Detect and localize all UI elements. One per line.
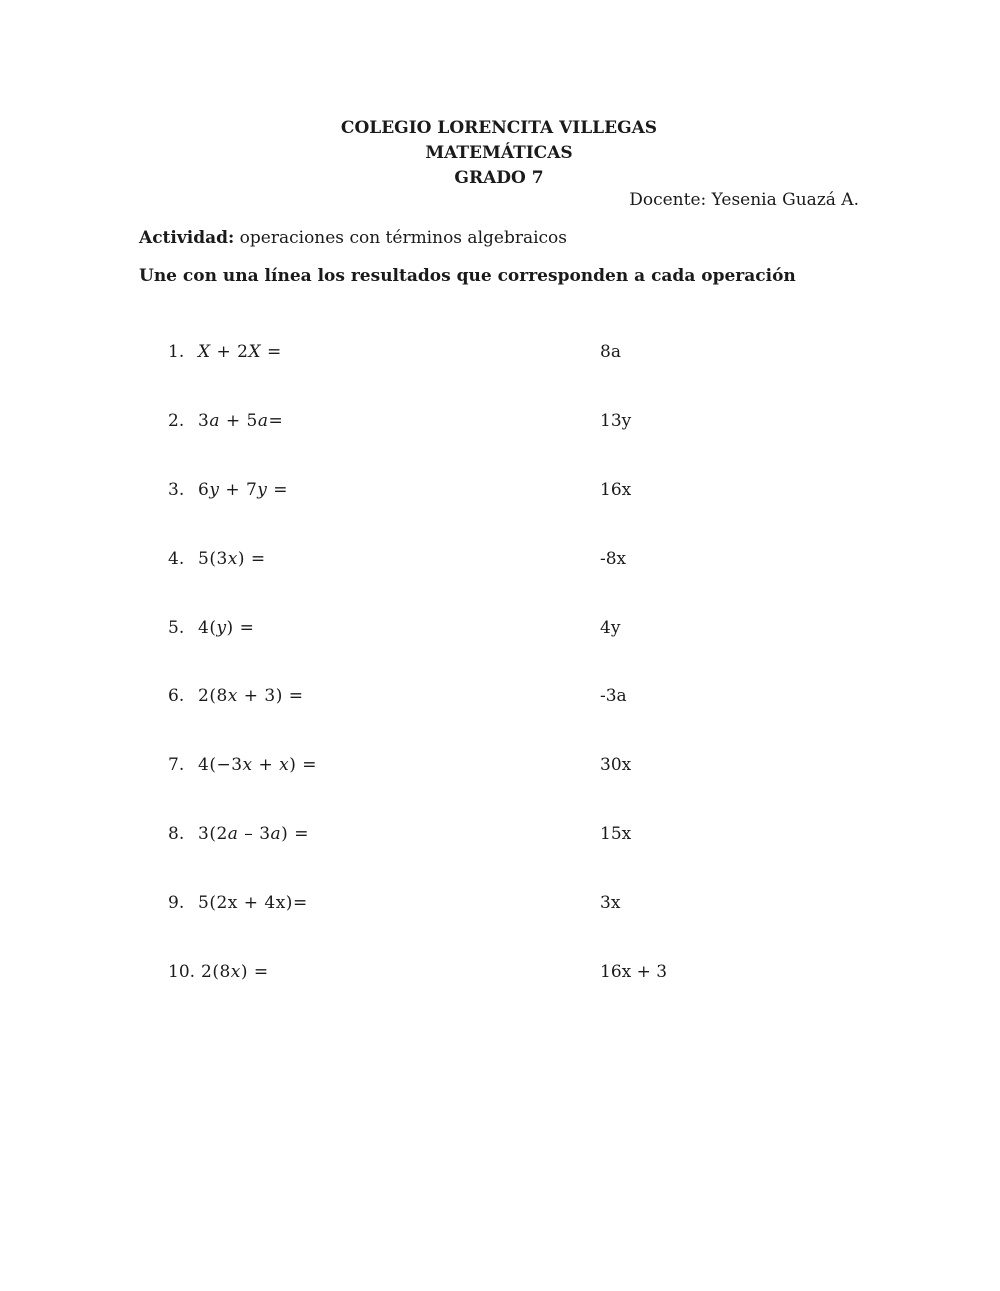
exercise-result: -8x [600, 549, 627, 569]
exercise-number: 7. [168, 755, 185, 775]
exercise-row [0, 755, 1000, 785]
exercise-number: 4. [168, 549, 185, 569]
exercise-number: 6. [168, 686, 185, 706]
exercise-expression: 5(3𝑥) = [198, 549, 266, 569]
grade-title: GRADO 7 [454, 168, 544, 188]
document-header [0, 116, 1000, 191]
exercise-row [0, 824, 1000, 854]
exercise-result: 16x [600, 480, 632, 500]
exercise-expression: 4(−3𝑥 + 𝑥) = [198, 755, 318, 775]
exercise-number: 5. [168, 618, 185, 638]
activity-line [139, 228, 567, 248]
exercise-expression: 𝑋 + 2𝑋 = [198, 342, 282, 362]
instruction-text: Une con una línea los resultados que corresponden a cada operación [139, 266, 796, 286]
exercise-row [0, 618, 1000, 648]
exercise-expression: 2(8𝑥 + 3) = [198, 686, 304, 706]
activity-label: Actividad: [139, 228, 235, 248]
exercise-result: 4y [600, 618, 621, 638]
exercise-expression: 2(8𝑥) = [201, 962, 269, 982]
exercise-number: 10. [168, 962, 196, 982]
exercise-expression: 6𝑦 + 7𝑦 = [198, 480, 289, 500]
exercise-result: 16x + 3 [600, 962, 668, 982]
exercise-result: 8a [600, 342, 621, 362]
exercise-expression: 3(2𝑎 – 3𝑎) = [198, 824, 309, 844]
exercise-row [0, 686, 1000, 716]
exercise-row [0, 480, 1000, 510]
exercise-row [0, 411, 1000, 441]
exercise-row [0, 962, 1000, 992]
exercise-result: 15x [600, 824, 632, 844]
exercise-expression: 3𝑎 + 5𝑎= [198, 411, 284, 431]
exercise-result: 3x [600, 893, 621, 913]
exercise-number: 9. [168, 893, 185, 913]
exercise-row [0, 549, 1000, 579]
exercise-expression: 5(2x + 4x)= [198, 893, 308, 913]
exercise-number: 2. [168, 411, 185, 431]
exercise-number: 8. [168, 824, 185, 844]
exercise-result: 30x [600, 755, 632, 775]
exercise-row [0, 893, 1000, 923]
exercise-result: 13y [600, 411, 632, 431]
activity-text: operaciones con términos algebraicos [234, 228, 568, 248]
exercise-number: 3. [168, 480, 185, 500]
school-name: COLEGIO LORENCITA VILLEGAS [340, 118, 658, 138]
teacher-name: Docente: Yesenia Guazá A. [629, 190, 859, 210]
exercise-expression: 4(𝑦) = [198, 618, 255, 638]
subject-title: MATEMÁTICAS [425, 143, 573, 163]
exercise-row [0, 342, 1000, 372]
exercise-result: -3a [600, 686, 627, 706]
exercise-number: 1. [168, 342, 185, 362]
